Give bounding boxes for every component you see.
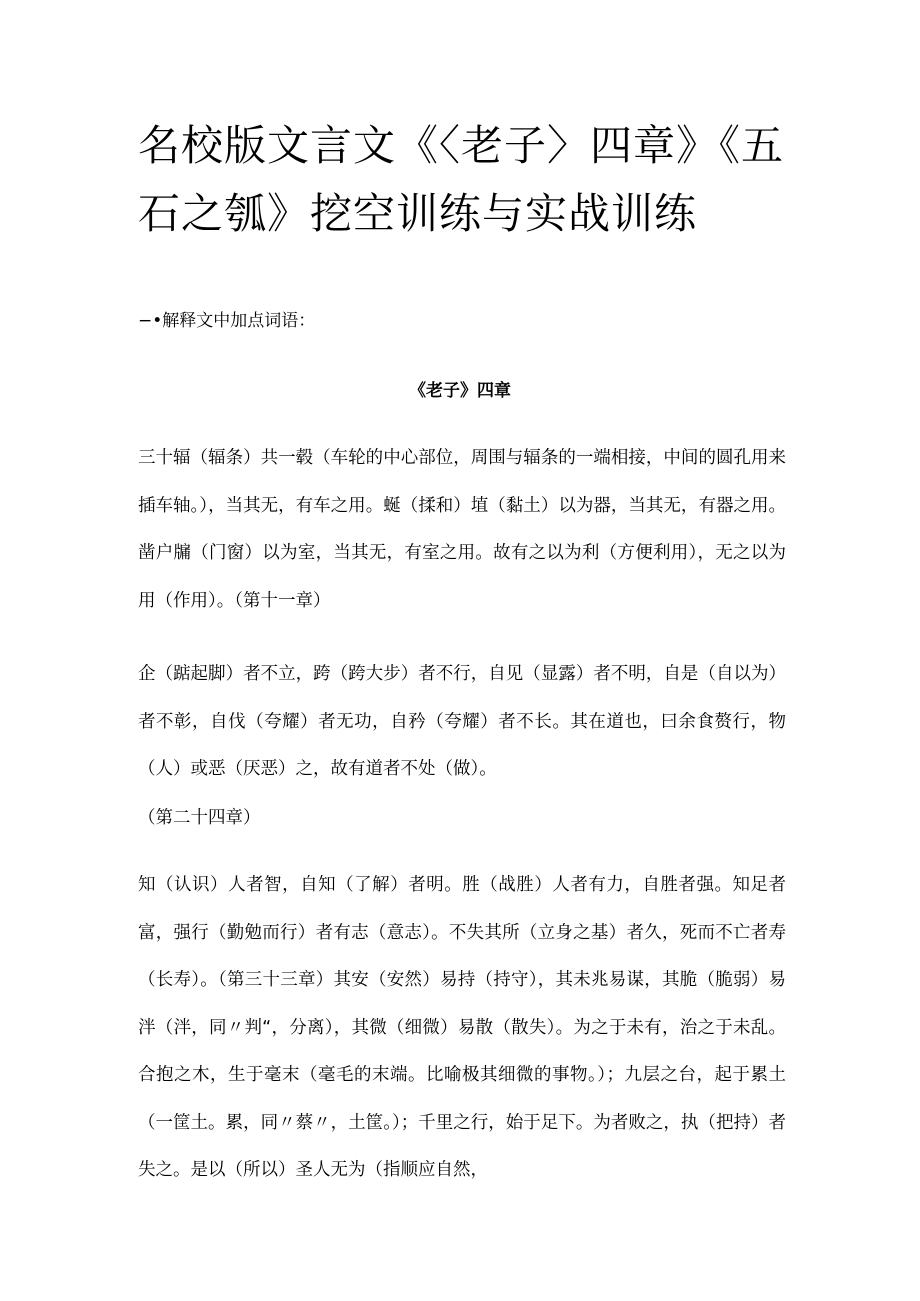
document-title: 名校版文言文《〈老子〉四章》《五石之瓠》挖空训练与实战训练 (138, 121, 785, 238)
chapter-note: （第二十四章） (138, 808, 261, 828)
chapter-heading: 《老子》四章 (409, 381, 511, 401)
section-label: −•解释文中加点词语： (138, 311, 316, 331)
paragraph-chapter-11: 三十辐（辐条）共一毂（车轮的中心部位，周围与辐条的一端相接，中间的圆孔用来插车轴。），当其无，有车之用。蜒（揉和）埴（黏土）以为器，当其无，有器之用。凿户牖（门窗）以为室，当其无，有室之用。故有之以为利（方便利用），无之以为用（作用）。（第十一章） (138, 448, 786, 611)
paragraph-chapter-33: 知（认识）人者智，自知（了解）者明。胜（战胜）人者有力，自胜者强。知足者富，强行（勤勉而行）者有志（意志）。不失其所（立身之基）者久，死而不亡者寿（长寿）。（第三十三章）其安（安然）易持（持守），其未兆易谋，其脆（脆弱）易泮（泮，同〃判“，分离），其微（细微）易散（散失）。为之于未有，治之于未乱。合抱之木，生于毫末（毫毛的末端。比喻极其细微的事物。）；九层之台，起于累土（一筐土。累，同〃蔡〃，土筐。）；千里之行，始于足下。为者败之，执（把持）者失之。是以（所以）圣人无为（指顺应自然， (138, 875, 786, 1180)
paragraph-chapter-24: 企（踮起脚）者不立，跨（跨大步）者不行，自见（显露）者不明，自是（自以为）者不彰，自伐（夸耀）者无功，自矜（夸耀）者不长。其在道也，曰余食赘行，物（人）或恶（厌恶）之，故有道者不处（做）。 (138, 664, 786, 779)
